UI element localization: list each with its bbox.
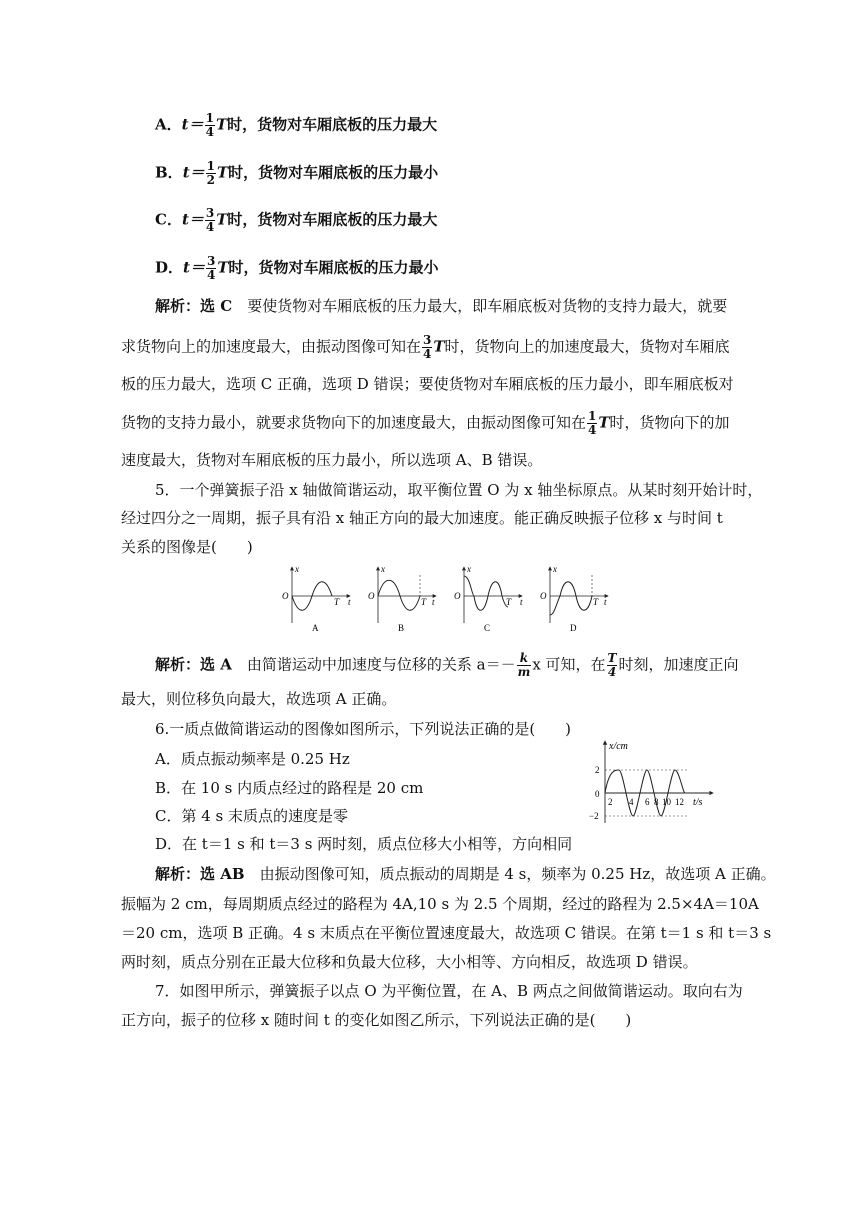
q5-graph-a-x: x: [295, 564, 299, 574]
option-d: D．t＝ $\frac{3}{4}$ T时，货物对车厢底板的压力最小: [155, 254, 439, 282]
analysis-q6-line1: 解析：选 AB 由振动图像可知，质点振动的周期是 4 s，频率为 0.25 Hz，故选项 A 正确。: [155, 865, 776, 883]
option-a: A．t＝ $\frac{1}{4}$ T时，货物对车厢底板的压力最大: [155, 111, 438, 139]
q5-graph-c-x: x: [467, 564, 471, 574]
q5-graph-a-t: t: [348, 597, 351, 607]
q6-option-a: A．质点振动频率是 0.25 Hz: [155, 750, 350, 768]
q5-graph-d-x: x: [553, 564, 557, 574]
q6-option-c: C．第 4 s 末质点的速度是零: [155, 807, 349, 825]
q5-graph-b-T: T: [421, 597, 427, 607]
q5-graph-d-T: T: [593, 597, 599, 607]
q6-stem: 6.一质点做简谐运动的图像如图所示，下列说法正确的是( ): [155, 720, 572, 738]
q6-graph-origin: 0: [595, 789, 600, 799]
q7-line1: 7．如图甲所示，弹簧振子以点 O 为平衡位置，在 A、B 两点之间做简谐运动。取向右为: [155, 982, 743, 1000]
option-c: C．t＝ $\frac{3}{4}$ T时，货物对车厢底板的压力最大: [155, 206, 438, 234]
q5-graph-d-label: D: [570, 623, 577, 633]
q6-graph-ylabel: x/cm: [609, 741, 628, 752]
q6-graph-xtick-4: 4: [629, 797, 634, 807]
q5-graph-a-T: T: [334, 597, 340, 607]
analysis-q5-line2: 最大，则位移负向最大，故选项 A 正确。: [121, 690, 397, 708]
q6-graph-xtick-8: 8: [654, 797, 659, 807]
analysis-q4-line3: 板的压力最大，选项 C 正确，选项 D 错误；要使货物对车厢底板的压力最小，即车厢底板对: [121, 375, 734, 393]
q6-graph-xtick-10: 10: [662, 797, 671, 807]
q6-graph-yneg: −2: [589, 811, 599, 821]
q7-line2: 正方向，振子的位移 x 随时间 t 的变化如图乙所示，下列说法正确的是( ): [121, 1011, 632, 1029]
analysis-q6-line2: 振幅为 2 cm，每周期质点经过的路程为 4A,10 s 为 2.5 个周期，经过的路程为 2.5×4A＝10A: [121, 895, 759, 913]
q6-graph: [585, 737, 735, 827]
q5-graph-d-o: O: [540, 591, 547, 601]
q5-graph-c-T: T: [506, 597, 512, 607]
q5-graph-c-o: O: [454, 591, 461, 601]
q6-graph-xtick-12: 12: [675, 797, 684, 807]
q5-graph-c-t: t: [520, 597, 523, 607]
q6-option-b: B．在 10 s 内质点经过的路程是 20 cm: [155, 779, 424, 797]
q5-line1: 5．一个弹簧振子沿 x 轴做简谐运动，取平衡位置 O 为 x 轴坐标原点。从某时刻开始计时，: [155, 481, 763, 499]
q5-graph-d-t: t: [604, 597, 607, 607]
analysis-q6-line4: 两时刻，质点分别在正最大位移和负最大位移，大小相等、方向相反，故选项 D 错误。: [121, 953, 698, 971]
q6-graph-ypos: 2: [595, 765, 600, 775]
analysis-q4-line5: 速度最大，货物对车厢底板的压力最小，所以选项 A、B 错误。: [121, 451, 543, 469]
analysis-q6-line3: ＝20 cm，选项 B 正确。4 s 末质点在平衡位置速度最大，故选项 C 错误。在第 t＝1 s 和 t＝3 s: [121, 924, 772, 942]
q5-graph-b-o: O: [368, 591, 375, 601]
q6-graph-xtick-2: 2: [608, 797, 613, 807]
option-b: B．t＝ $\frac{1}{2}$ T时，货物对车厢底板的压力最小: [155, 159, 439, 187]
q6-graph-xtick-6: 6: [645, 797, 650, 807]
analysis-q4-line4: 货物的支持力最小，就要求货物向下的加速度最大，由振动图像可知在 $\frac{1}{4}$ T时，货物向下的加: [121, 409, 730, 437]
analysis-q5-line1: 解析：选 A 由简谐运动中加速度与位移的关系 a＝－ $\frac{k}{m}$ x 可知，在 $\frac{T}{4}$ 时刻，加速度正向: [155, 651, 739, 679]
q5-graph-a-o: O: [282, 591, 289, 601]
q5-line2: 经过四分之一周期，振子具有沿 x 轴正方向的最大加速度。能正确反映振子位移 x 与时间 t: [121, 509, 723, 527]
q5-graph-a: [282, 564, 351, 633]
q5-graph-a-label: A: [312, 623, 319, 633]
q5-graph-b-label: B: [398, 623, 405, 633]
analysis-q4-line1: 解析：选 C 要使货物对车厢底板的压力最大，即车厢底板对货物的支持力最大，就要: [155, 297, 728, 315]
q5-graphs: [280, 563, 620, 635]
q5-graph-c-label: C: [484, 623, 491, 633]
q5-graph-b-t: t: [432, 597, 435, 607]
analysis-q4-line2: 求货物向上的加速度最大，由振动图像可知在 $\frac{3}{4}$ T时，货物向上的加速度最大，货物对车厢底: [121, 333, 730, 361]
q5-graph-b-x: x: [381, 564, 385, 574]
q5-graph-b: [368, 564, 436, 633]
q5-graph-c: [454, 564, 523, 633]
q5-line3: 关系的图像是( ): [121, 538, 253, 556]
q6-option-d: D．在 t＝1 s 和 t＝3 s 两时刻，质点位移大小相等，方向相同: [155, 835, 573, 853]
q6-graph-xlabel: t/s: [693, 797, 703, 808]
q5-graph-d: [540, 564, 608, 633]
